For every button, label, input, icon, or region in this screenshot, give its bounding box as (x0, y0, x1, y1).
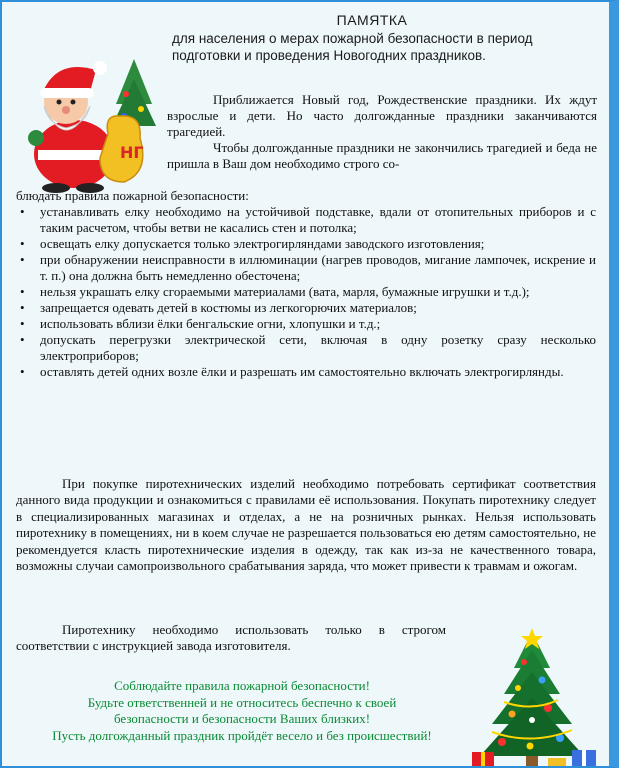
bullet-icon: • (20, 284, 25, 299)
pyrotechnics-section-2 (16, 622, 446, 655)
memo-subtitle: для населения о мерах пожарной безопасности в период подготовки и проведения Новогодних праздников. (172, 31, 533, 63)
bullet-icon: • (20, 300, 25, 315)
bullet-icon: • (20, 316, 25, 331)
closing-line-3: безопасности и безопасности Ваших близких! (113, 711, 371, 727)
closing-line-2: Будьте ответственней и не относитесь беспечно к своей (87, 694, 397, 710)
intro-section (167, 92, 597, 172)
pyrotechnics-paragraph-2: Пиротехнику необходимо использовать только в строгом соответствии с инструкцией завода изготовителя. (16, 622, 446, 654)
list-item: • оставлять детей одних возле ёлки и разрешать им самостоятельно включать электрогирлянды. (20, 364, 564, 379)
bullet-icon: • (20, 204, 25, 219)
christmas-tree-icon (452, 628, 612, 768)
intro-paragraph-1: Приближается Новый год, Рождественские праздники. Их ждут взрослые и дети. Но часто долгожданные праздники заканчиваются трагедией. (167, 92, 597, 139)
list-item: • нельзя украшать елку сгораемыми материалами (вата, марля, бумажные игрушки и т.д.); (20, 284, 530, 299)
bullet-icon: • (20, 252, 25, 267)
list-item: • запрещается одевать детей в костюмы из легкогорючих материалов; (20, 300, 417, 315)
intro-paragraph-2: Чтобы долгожданные праздники не закончились трагедией и беда не пришла в Ваш дом необходимо строго со- (167, 140, 597, 171)
pyrotechnics-paragraph-1: При покупке пиротехнических изделий необходимо потребовать сертификат соответствия данного вида продукции и ознакомиться с правилами её использования. Покупать пиротехнику следует в специализированных магазинах и отделах, а не на розничных рынках. Нельзя использовать пиротехнику в помещениях, ни в коем случае не разрешается пользоваться ею детям самостоятельно, не рекомендуется класть пиротехнические изделия в одежду, так как из-за не качественного товара, возможны случаи самопроизвольного срабатывания заряда, что может привести к травмам и ожогам. (16, 476, 596, 574)
list-item: • при обнаружении неисправности в иллюминации (нагрев проводов, мигание лампочек, искрение и т. п.) она должна быть немедленно обесточена; (20, 252, 596, 283)
closing-message (42, 678, 442, 744)
closing-line-4: Пусть долгожданный праздник пройдёт весело и без происшествий! (52, 727, 432, 743)
list-item: • устанавливать елку необходимо на устойчивой подставке, вдали от отопительных приборов и с таким расчетом, чтобы ветви не касались стен и потолка; (20, 204, 596, 235)
list-item: • использовать вблизи ёлки бенгальские огни, хлопушки и т.д.; (20, 316, 381, 331)
bullet-icon: • (20, 364, 25, 379)
closing-line-1: Соблюдайте правила пожарной безопасности! (114, 678, 370, 693)
fire-safety-rules-list (16, 204, 596, 380)
bullet-icon: • (20, 236, 25, 251)
bullet-icon: • (20, 332, 25, 347)
svg-text:НГ: НГ (120, 143, 144, 162)
santa-claus-icon (16, 54, 166, 194)
pyrotechnics-section (16, 476, 596, 574)
rules-lead: блюдать правила пожарной безопасности: (16, 188, 249, 203)
list-item: • допускать перегрузки электрической сети, включая в одну розетку сразу несколько электроприборов; (20, 332, 596, 363)
memo-title: ПАМЯТКА (336, 12, 408, 28)
list-item: • освещать елку допускается только электрогирляндами заводского изготовления; (20, 236, 485, 251)
